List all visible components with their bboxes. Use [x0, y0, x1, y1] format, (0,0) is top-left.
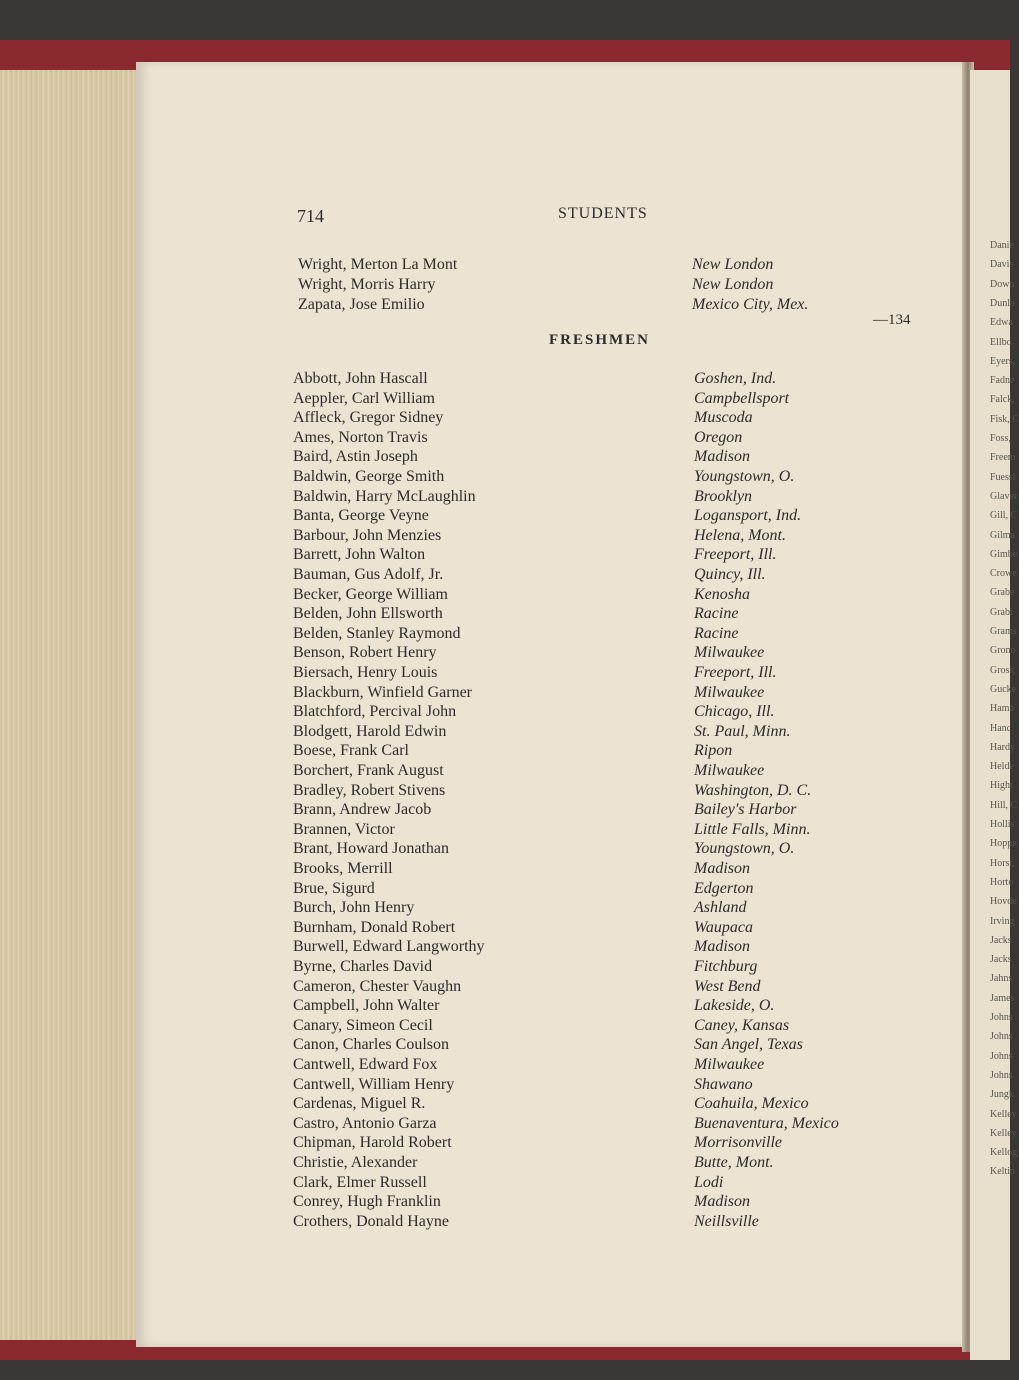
- student-hometown: Lakeside, O.: [694, 997, 775, 1015]
- student-name: Brannen, Victor: [293, 820, 395, 838]
- facing-page-fragment: Hight: [990, 780, 1013, 792]
- facing-page: [970, 70, 1019, 1360]
- facing-page-fragment: Jungk: [990, 1089, 1014, 1101]
- student-name: Cardenas, Miguel R.: [293, 1095, 426, 1113]
- student-name: Baldwin, Harry McLaughlin: [293, 487, 476, 505]
- student-hometown: Lodi: [694, 1173, 724, 1191]
- student-name: Blatchford, Percival John: [293, 703, 457, 721]
- facing-page-fragment: Fadne: [990, 375, 1015, 387]
- facing-page-fragment: Jacks: [990, 934, 1012, 946]
- student-hometown: New London: [692, 276, 774, 293]
- student-name: Burnham, Donald Robert: [293, 918, 456, 936]
- facing-page-fragment: Foss,: [990, 433, 1011, 444]
- facing-page-fragment: Irving: [990, 915, 1015, 927]
- student-name: Byrne, Charles David: [293, 958, 433, 975]
- facing-page-fragment: Horto: [990, 876, 1014, 888]
- student-name: Barbour, John Menzies: [293, 526, 442, 544]
- facing-page-fragment: Edwa: [990, 317, 1013, 329]
- student-hometown: Ashland: [694, 899, 747, 917]
- facing-page-fragment: Horst,: [990, 857, 1015, 869]
- facing-page-fragment: Johns: [990, 1012, 1013, 1023]
- student-hometown: New London: [692, 256, 774, 273]
- student-hometown: Buenaventura, Mexico: [694, 1114, 839, 1132]
- student-hometown: Youngstown, O.: [694, 840, 795, 858]
- student-hometown: St. Paul, Minn.: [694, 722, 791, 740]
- student-name: Bauman, Gus Adolf, Jr.: [293, 566, 444, 583]
- student-name: Brant, Howard Jonathan: [293, 840, 449, 858]
- facing-page-fragment: Hanc: [990, 722, 1012, 734]
- student-hometown: Ripon: [694, 742, 733, 760]
- student-name: Blackburn, Winfield Garner: [293, 683, 472, 701]
- facing-page-fragment: Gill, C: [990, 510, 1018, 522]
- student-name: Baldwin, George Smith: [293, 468, 445, 485]
- facing-page-fragment: Gucke: [990, 683, 1017, 695]
- facing-page-fragment: Hoppe: [990, 838, 1017, 850]
- student-hometown: Youngstown, O.: [694, 468, 795, 485]
- student-name: Belden, Stanley Raymond: [293, 624, 461, 642]
- facing-page-fragment: Crowe: [990, 568, 1017, 580]
- student-hometown: Racine: [694, 605, 739, 623]
- count-marker: —134: [873, 312, 911, 328]
- student-name: Borchert, Frank August: [293, 762, 444, 779]
- student-name: Burch, John Henry: [293, 899, 415, 917]
- student-hometown: Little Falls, Minn.: [694, 820, 811, 838]
- facing-page-fragment: James: [990, 992, 1015, 1004]
- facing-page-fragment: Eyers,: [990, 355, 1016, 367]
- facing-page-fragment: Hill, C: [990, 799, 1018, 811]
- student-name: Campbell, John Walter: [293, 997, 440, 1015]
- student-name: Canary, Simeon Cecil: [293, 1016, 433, 1034]
- student-hometown: Mexico City, Mex.: [692, 296, 809, 313]
- student-hometown: Madison: [694, 860, 750, 877]
- facing-page-fragment: Kellog: [990, 1147, 1018, 1159]
- facing-page-fragment: Hardy: [990, 741, 1015, 753]
- student-hometown: Coahuila, Mexico: [694, 1095, 809, 1113]
- student-name: Aeppler, Carl William: [293, 389, 435, 407]
- page-number: 714: [297, 206, 324, 226]
- student-name: Burwell, Edward Langworthy: [293, 938, 485, 956]
- student-name: Zapata, Jose Emilio: [298, 296, 425, 313]
- facing-page-fragment: Gilma: [990, 529, 1015, 541]
- student-name: Cantwell, Edward Fox: [293, 1056, 438, 1073]
- facing-page-fragment: Gimbe: [990, 548, 1018, 560]
- student-hometown: Madison: [694, 448, 750, 466]
- student-hometown: Freeport, Ill.: [694, 546, 777, 564]
- facing-page-fragment: Grabe: [990, 587, 1015, 599]
- student-hometown: Butte, Mont.: [694, 1154, 774, 1171]
- student-name: Cameron, Chester Vaughn: [293, 977, 462, 995]
- student-hometown: San Angel, Texas: [694, 1036, 803, 1054]
- facing-page-fragment: Falck,: [990, 394, 1015, 406]
- student-name: Banta, George Veyne: [293, 507, 429, 525]
- student-hometown: Freeport, Ill.: [694, 664, 777, 681]
- student-name: Belden, John Ellsworth: [293, 605, 443, 623]
- student-hometown: Logansport, Ind.: [694, 507, 802, 525]
- student-hometown: Muscoda: [694, 409, 753, 427]
- student-hometown: Racine: [694, 624, 739, 642]
- facing-page-fragment: Jacks: [990, 954, 1012, 966]
- student-hometown: Goshen, Ind.: [694, 370, 777, 387]
- student-name: Clark, Elmer Russell: [293, 1173, 427, 1191]
- student-hometown: Washington, D. C.: [694, 781, 812, 799]
- student-name: Wright, Morris Harry: [298, 276, 436, 293]
- student-hometown: Milwaukee: [694, 683, 765, 701]
- facing-page-fragment: Kelley: [990, 1108, 1017, 1120]
- student-hometown: Waupaca: [694, 918, 753, 936]
- student-hometown: Milwaukee: [694, 644, 765, 662]
- facing-page-fragment: Gross,: [990, 664, 1016, 676]
- section-title: FRESHMEN: [549, 332, 651, 348]
- facing-page-fragment: Johns: [990, 1069, 1013, 1081]
- student-name: Castro, Antonio Garza: [293, 1114, 437, 1132]
- facing-page-fragment: Down: [990, 278, 1015, 290]
- student-hometown: Milwaukee: [694, 762, 765, 779]
- student-hometown: Helena, Mont.: [694, 526, 786, 544]
- student-hometown: Shawano: [694, 1075, 753, 1093]
- student-name: Biersach, Henry Louis: [293, 664, 438, 681]
- facing-page-fragment: Freem: [990, 452, 1016, 464]
- facing-page-fragment: Johns: [990, 1050, 1013, 1062]
- student-hometown: Kenosha: [694, 585, 750, 603]
- student-hometown: Caney, Kansas: [694, 1016, 790, 1034]
- student-name: Boese, Frank Carl: [293, 742, 409, 760]
- facing-page-fragment: Grams: [990, 626, 1017, 637]
- student-hometown: Edgerton: [694, 879, 754, 897]
- facing-page-fragment: Glaver: [990, 490, 1018, 502]
- facing-page-fragment: Grabi: [990, 606, 1013, 618]
- student-hometown: Brooklyn: [694, 487, 753, 505]
- student-name: Bradley, Robert Stivens: [293, 781, 446, 799]
- facing-page-fragment: Hama: [990, 703, 1014, 715]
- facing-page-fragment: Davis: [990, 259, 1014, 271]
- student-name: Abbott, John Hascall: [293, 370, 428, 387]
- student-hometown: Madison: [694, 1193, 750, 1211]
- student-hometown: Neillsville: [694, 1212, 759, 1230]
- student-hometown: Bailey's Harbor: [694, 801, 797, 819]
- student-name: Becker, George William: [293, 585, 448, 603]
- student-hometown: Quincy, Ill.: [694, 566, 766, 583]
- student-name: Brooks, Merrill: [293, 860, 393, 877]
- facing-page-fragment: Johns: [990, 1031, 1013, 1043]
- student-name: Conrey, Hugh Franklin: [293, 1193, 441, 1211]
- student-name: Brann, Andrew Jacob: [293, 801, 432, 819]
- book-page: [136, 62, 970, 1347]
- page-edges: [0, 70, 140, 1340]
- student-name: Chipman, Harold Robert: [293, 1134, 452, 1152]
- student-name: Brue, Sigurd: [293, 879, 375, 897]
- facing-page-fragment: Helde: [990, 761, 1014, 773]
- student-name: Canon, Charles Coulson: [293, 1036, 449, 1054]
- facing-page-fragment: Grono: [990, 645, 1016, 657]
- facing-page-fragment: Danie: [990, 240, 1014, 251]
- student-hometown: Madison: [694, 938, 750, 956]
- facing-page-fragment: Ellbo: [990, 336, 1012, 348]
- student-name: Christie, Alexander: [293, 1154, 418, 1171]
- student-hometown: Morrisonville: [694, 1134, 782, 1152]
- facing-page-fragment: Fuessl: [990, 471, 1016, 483]
- student-name: Cantwell, William Henry: [293, 1075, 455, 1093]
- facing-page-fragment: Keltin: [990, 1166, 1015, 1178]
- facing-page-fragment: Fisk, C: [990, 413, 1019, 425]
- facing-page-fragment: Hovde: [990, 896, 1017, 908]
- student-name: Crothers, Donald Hayne: [293, 1212, 449, 1230]
- student-name: Benson, Robert Henry: [293, 644, 437, 662]
- student-hometown: Oregon: [694, 428, 743, 446]
- student-name: Affleck, Gregor Sidney: [293, 409, 444, 427]
- page-title: STUDENTS: [558, 205, 648, 222]
- facing-page-fragment: Dunlo: [990, 297, 1015, 309]
- student-hometown: Chicago, Ill.: [694, 703, 775, 721]
- student-hometown: Campbellsport: [694, 389, 790, 407]
- student-name: Blodgett, Harold Edwin: [293, 722, 447, 740]
- facing-page-fragment: Kelley: [990, 1127, 1017, 1139]
- student-name: Ames, Norton Travis: [293, 428, 428, 446]
- student-name: Barrett, John Walton: [293, 546, 426, 564]
- facing-page-fragment: Hollis: [990, 819, 1015, 830]
- student-hometown: Milwaukee: [694, 1056, 765, 1073]
- student-name: Wright, Merton La Mont: [298, 256, 458, 273]
- student-hometown: Fitchburg: [694, 958, 758, 975]
- student-name: Baird, Astin Joseph: [293, 448, 418, 466]
- student-hometown: West Bend: [694, 977, 761, 995]
- facing-page-fragment: Jahns: [990, 973, 1013, 985]
